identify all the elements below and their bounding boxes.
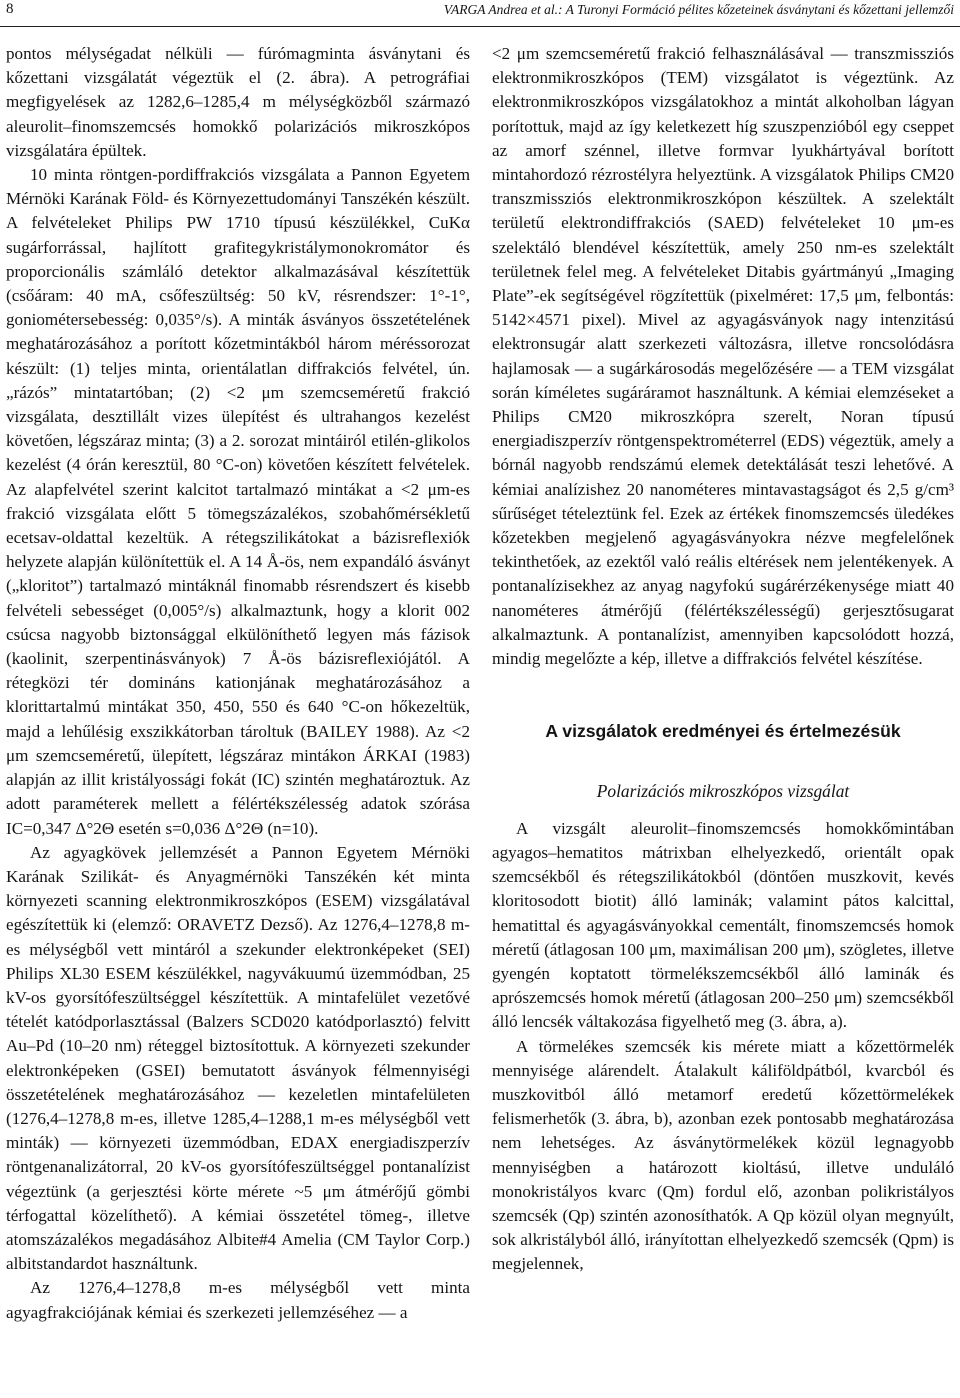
left-paragraph-4: Az 1276,4–1278,8 m-es mélységből vett minta agyagfrakciójának kémiai és szerkezeti jellemzéséhez — a <box>6 1278 470 1322</box>
left-column <box>6 42 470 1325</box>
section-title: A vizsgálatok eredményei és értelmezésük <box>545 721 901 742</box>
right-paragraph-2: A vizsgált aleurolit–finomszemcsés homokkőmintában agyagos–hematitos mátrixban elhelyezkedő, orientált opak szemcsékből és rétegszilikátokból (döntően muszkovit, kevés kloritosodott biotit) álló laminák; valamint pátos kalcittal, hematittal és agyagásványokkal cementált, finomszemcsés homok méretű (átlagosan 100 μm, maximálisan 200 μm), szögletes, illetve gyengén koptatott törmelékszemcsékből álló laminák és aprószemcsés homok méretű (átlagosan 200–250 μm) szemcsékből álló lencsék váltakozása figyelhető meg (3. ábra, a). <box>492 818 954 1032</box>
left-paragraph-2: 10 minta röntgen-pordiffrakciós vizsgálata a Pannon Egyetem Mérnöki Karának Föld- és Környezettudományi Tanszékén készült. A felvételeket Philips PW 1710 típusú készülékkel, CuKα sugárforrással, hajlított grafitegykristálymonokromátor és proporcionális számláló detektor alkalmazásával készítettük (csőáram: 40 mA, csőfeszültség: 50 kV, résrendszer: 1°-1°, goniométersebesség: 0,035°/s). A minták ásványos összetételének meghatározásához a porított kőzetmintákból három méréssorozat készült: (1) teljes minta, orientálatlan diffrakciós felvétel, ún. „rázós” mintatartóban; (2) <2 μm szemcseméretű frakció vizsgálata, desztillált vizes ülepítést és ultrahangos kezelést követően, légszáraz minta; (3) a 2. sorozat mintáiról etilén-glikolos kezelést (4 órán keresztül, 80 °C-on) követően készített felvételek. Az alapfelvétel szerint kalcitot tartalmazó mintákat a <2 μm-es frakció vizsgálata előtt 5 tömegszázalékos, szobahőmérsékletű ecetsav-oldattal kezeltük. A rétegszilikátokat a bázisreflexiók helyzete alapján különítettük el. A 14 Å-ös, nem expandáló ásványt („kloritot”) tartalmazó mintáknál finomabb résrendszert és kisebb felvételi sebességet (0,005°/s) alkalmaztunk, hogy a klorit 002 csúcsa nagyobb biztonsággal elkülöníthető legyen más fázisok (kaolinit, szerpentinásványok) 7 Å-ös bázisreflexiójától. A rétegközi tér domináns kationjának meghatározásához a klorittartalmú mintákat 350, 450, 550 és 640 °C-on hőkezeltük, majd a lehűlésig exszikkátorban tároltuk (BAILEY 1988). Az <2 μm szemcseméretű, ülepített, légszáraz mintákon ÁRKAI (1983) alapján az illit kristályossági fokát (IC) szintén meghatároztuk. Az adott paraméterek mellett a félértékszélesség adatok szórása IC=0,347 Δ°2Θ esetén s=0,036 Δ°2Θ (n=10). <box>6 165 470 838</box>
right-paragraph-1: <2 μm szemcseméretű frakció felhasználásával — transzmissziós elektronmikroszkópos (TEM) vizsgálatot is végeztünk. Az elektronmikroszkópos vizsgálatokhoz a mintát alkoholban lágyan porítottuk, majd az így keletkezett híg szuszpenzióból egy cseppet az amorf szénnel, illetve formvar lyukhártyával borított mintahordozó rézrostélyra helyeztünk. A vizsgálatok Philips CM20 transzmissziós elektronmikroszkópon készültek. A szelektált területű elektrondiffrakciós (SAED) felvételeket 10 μm-es szelektáló blendével készítettük, amely 250 nm-es szelektált területnek felel meg. A felvételeket Ditabis gyártmányú „Imaging Plate”-ek segítségével rögzítettük (pixelméret: 17,5 μm, felbontás: 5142×4571 pixel). Mivel az agyagásványok nagy intenzitású elektronsugár alatt szerkezeti változásra, illetve roncsolódásra hajlamosak — a sugárkárosodás megelőzésére — a TEM vizsgálat során kíméletes sugáráramot használtunk. A kémiai elemzéseket a Philips CM20 mikroszkópra szerelt, Noran típusú energiadiszperzív röntgenspektrométerrel (EDS) végeztük, amely a bórnál nagyobb rendszámú elemek detektálását teszi lehetővé. A kémiai analízishez 20 nanométeres mintavastagságot és 2,5 g/cm³ sűrűséget tételeztünk fel. Ezek az értékek finomszemcsés üledékes kőzetekben megjelenő agyagásványokra nézve megfelelőnek tekinthetőek, az ezektől való reális eltérések nem jelentékenyek. A pontanalízisekhez az anyag nagyfokú sugárérzékenysége miatt 40 nanométeres átmérőjű (félértékszélességű) gerjesztősugarat alkalmaztunk. A pontanalízist, amennyiben kapcsolódott hozzá, mindig megelőzte a kép, illetve a diffrakciós felvétel készítése. <box>492 44 954 669</box>
page-number: 8 <box>6 1 14 17</box>
subsection-title: Polarizációs mikroszkópos vizsgálat <box>596 780 850 801</box>
right-paragraph-3: A törmelékes szemcsék kis mérete miatt a kőzettörmelék mennyisége alárendelt. Átalakult káliföldpátból, kvarcból és muszkovitból álló metamorf eredetű kőzettörmelékek felismerhetők (3. ábra, b), azonban ezek pontosabb meghatározása nem lehetséges. Az ásványtörmelékek közül legnagyobb mennyiségben a határozott kioltású, illetve unduláló monokristályos kvarc (Qm) fordul elő, azonban polikristályos szemcsék (Qp) szintén azonosíthatók. A Qp közül olyan megnyúlt, sok alkristályból álló, irányítottan elhelyezkedő szemcsék (Qpm) is megjelennek, <box>492 1036 954 1274</box>
right-column <box>492 42 954 1277</box>
running-head: VARGA Andrea et al.: A Turonyi Formáció pélites kőzeteinek ásványtani és kőzettani jellemzői <box>443 2 954 17</box>
left-paragraph-1: pontos mélységadat nélküli — fúrómagminta ásványtani és kőzettani vizsgálatát végeztük el (2. ábra). A petrográfiai megfigyelések az 1282,6–1285,4 m mélységközből származó aleurolit–finomszemcsés homokkő polarizációs mikroszkópos vizsgálatára épültek. <box>6 44 470 160</box>
running-header <box>0 0 960 27</box>
left-paragraph-3: Az agyagkövek jellemzését a Pannon Egyetem Mérnöki Karának Szilikát- és Anyagmérnöki Tanszékén két minta környezeti scanning elektronmikroszkópos (ESEM) vizsgálatával egészítettük ki (elemző: ORAVETZ Dezső). Az 1276,4–1278,8 m-es mélységből vett mintáról a szekunder elektronképeket (SEI) Philips XL30 ESEM készülékkel, nagyvákuumú üzemmódban, 25 kV-os gyorsítófeszültséggel készítettük. A mintafelület vezetővé tételét katódporlasztással (Balzers SCD020 katódporlasztó) felvitt Au–Pd (10–20 nm) réteggel biztosítottuk. A környezeti szekunder elektronképeken (GSEI) bemutatott ásványok félmennyiségi összetételének meghatározásához — kezeletlen mintafelületen (1276,4–1278,8 m-es, illetve 1285,4–1288,1 m-es mélységből vett minták) — környezeti üzemmódban, EDAX energiadiszperzív röntgenanalizátorral, 20 kV-os gyorsítófeszültséggel pontanalízist végeztünk (a gerjesztési körte mérete ~5 μm átmérőjű gömbi térfogattal közelíthető). A kémiai összetétel tömeg-, illetve atomszázalékos megadásához Albite#4 Amelia (CM Taylor Corp.) albitstandardot használtunk. <box>6 842 470 1274</box>
